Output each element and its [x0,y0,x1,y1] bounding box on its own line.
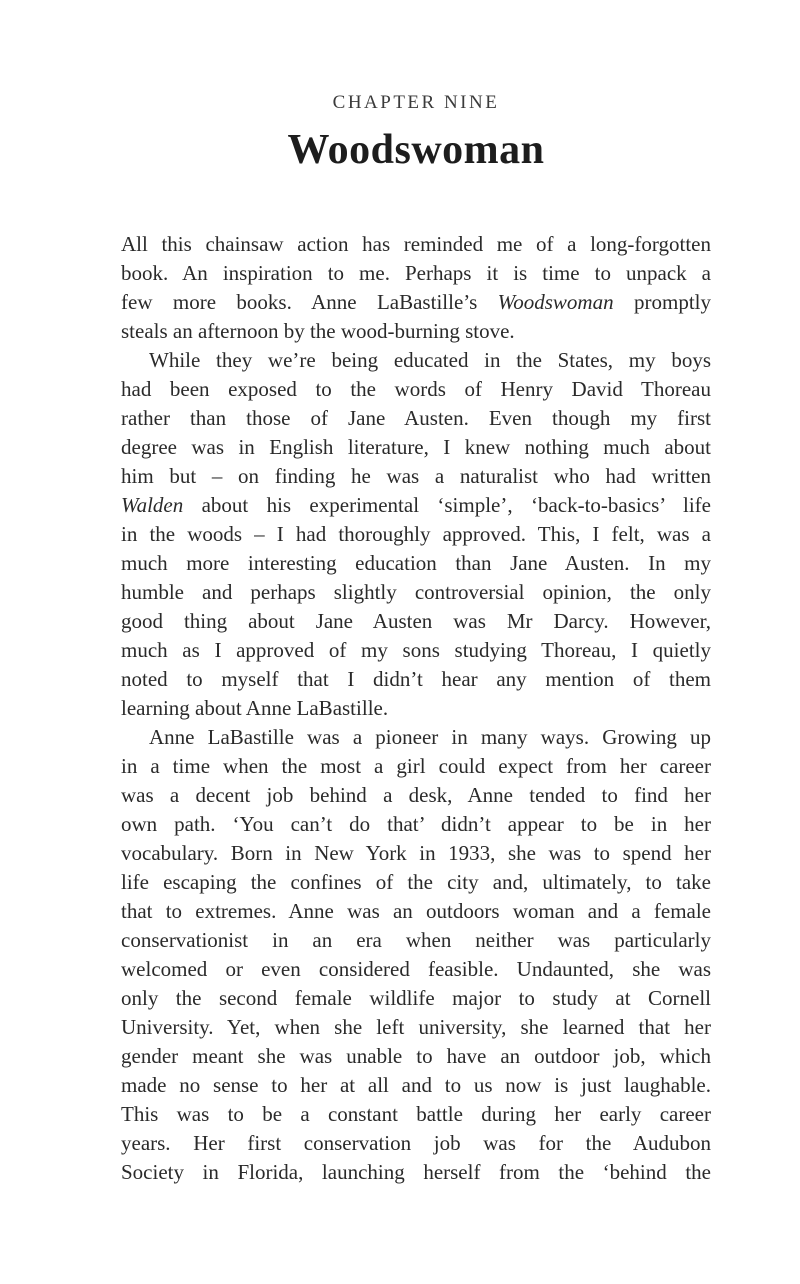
text-line: much as I approved of my sons studying Thoreau, I quietly [121,638,711,662]
text-line: rather than those of Jane Austen. Even though my first [121,406,711,430]
text-line: book. An inspiration to me. Perhaps it is time to unpack a [121,261,711,285]
text-line: noted to myself that I didn’t hear any mention of them [121,667,711,691]
text-line: humble and perhaps slightly controversial opinion, the only [121,580,711,604]
text-line: years. Her first conservation job was for the Audubon [121,1131,711,1155]
text-line: Walden about his experimental ‘simple’, ‘back-to-basics’ life [121,493,711,517]
text-line: was a decent job behind a desk, Anne tended to find her [121,783,711,807]
text-line: good thing about Jane Austen was Mr Darcy. However, [121,609,711,633]
chapter-title: Woodswoman [287,127,545,173]
text-line: much more interesting education than Jane Austen. In my [121,551,711,575]
text-line: degree was in English literature, I knew nothing much about [121,435,711,459]
text-line: him but – on finding he was a naturalist who had written [121,464,711,488]
text-line: Society in Florida, launching herself from the ‘behind the [121,1160,711,1184]
text-line: conservationist in an era when neither was particularly [121,928,711,952]
text-line: had been exposed to the words of Henry David Thoreau [121,377,711,401]
text-line: This was to be a constant battle during her early career [121,1102,711,1126]
text-line: All this chainsaw action has reminded me of a long-forgotten [121,232,711,256]
chapter-number-heading: CHAPTER NINE [332,92,500,113]
body-text [121,230,711,1187]
text-line: Anne LaBastille was a pioneer in many ways. Growing up [149,725,711,749]
text-line: only the second female wildlife major to study at Cornell [121,986,711,1010]
text-line: made no sense to her at all and to us now is just laughable. [121,1073,711,1097]
text-line: in a time when the most a girl could expect from her career [121,754,711,778]
text-line: few more books. Anne LaBastille’s Woodswoman promptly [121,290,711,314]
text-line: steals an afternoon by the wood-burning stove. [121,319,515,343]
text-line: vocabulary. Born in New York in 1933, she was to spend her [121,841,711,865]
text-line: that to extremes. Anne was an outdoors woman and a female [121,899,711,923]
text-line: welcomed or even considered feasible. Undaunted, she was [121,957,711,981]
text-line: life escaping the confines of the city and, ultimately, to take [121,870,711,894]
text-line: gender meant she was unable to have an outdoor job, which [121,1044,711,1068]
text-line: University. Yet, when she left university, she learned that her [121,1015,711,1039]
text-line: While they we’re being educated in the States, my boys [149,348,711,372]
text-line: in the woods – I had thoroughly approved. This, I felt, was a [121,522,711,546]
text-line: own path. ‘You can’t do that’ didn’t appear to be in her [121,812,711,836]
text-block [121,0,711,1187]
text-line: learning about Anne LaBastille. [121,696,389,720]
